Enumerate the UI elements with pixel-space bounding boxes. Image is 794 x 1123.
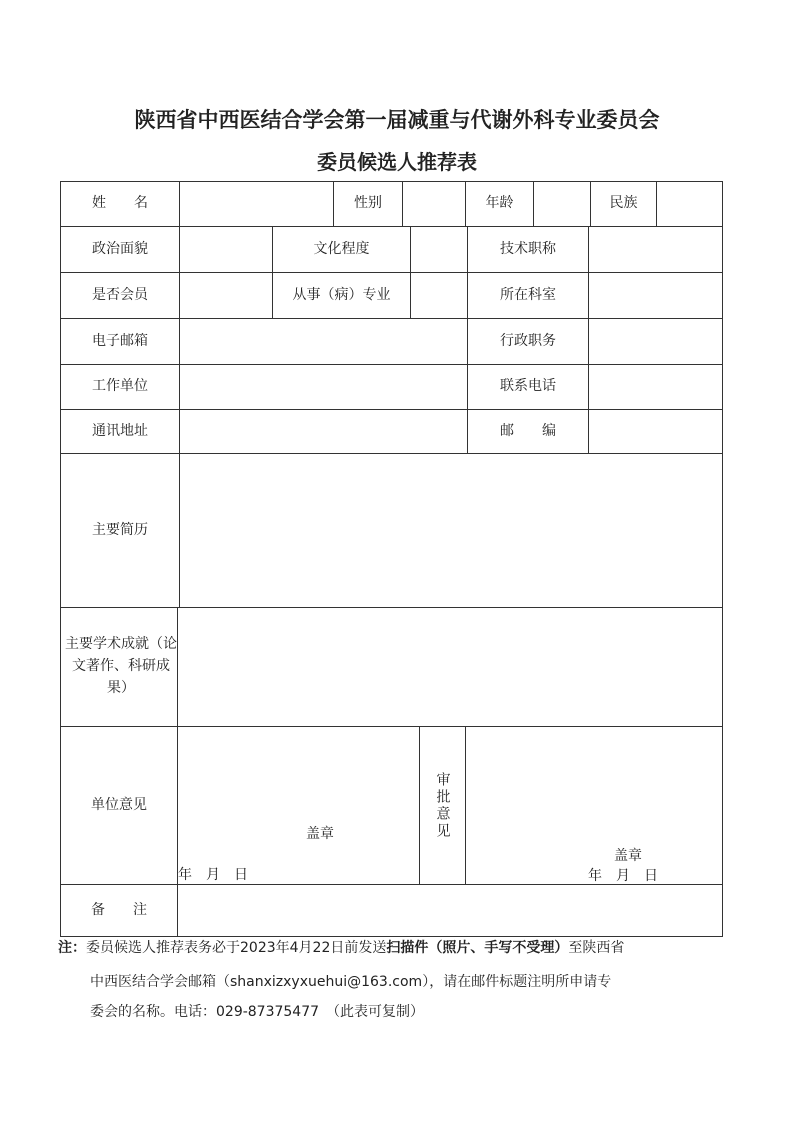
tech-title-field[interactable] [589, 227, 722, 272]
note-line-2: 中西医结合学会邮箱（shanxizxyxuehui@163.com），请在邮件标题注明所申请专 [90, 974, 612, 990]
label-political: 政治面貌 [92, 240, 148, 257]
label-education: 文化程度 [313, 240, 370, 257]
gender-field[interactable] [403, 182, 465, 226]
form-subtitle: 委员候选人推荐表 [317, 150, 477, 174]
note-line-1 [58, 939, 624, 957]
form-title: 陕西省中西医结合学会第一届减重与代谢外科专业委员会 [134, 107, 660, 132]
label-tech-title: 技术职称 [500, 240, 556, 257]
note-line-3: 委会的名称。电话：029-87375477 （此表可复制） [90, 1004, 425, 1020]
label-gender: 性别 [354, 195, 382, 212]
email-field[interactable] [180, 319, 467, 364]
phone-field[interactable] [589, 365, 722, 409]
label-unit-opinion: 单位意见 [91, 796, 147, 813]
label-specialty: 从事（病）专业 [292, 286, 391, 303]
political-field[interactable] [180, 227, 272, 272]
label-achievements: 主要学术成就（论文著作、科研成果） [65, 636, 177, 696]
remarks-field[interactable] [178, 885, 722, 936]
label-name: 姓 名 [92, 195, 148, 212]
label-is-member: 是否会员 [92, 286, 148, 303]
specialty-field[interactable] [411, 273, 467, 318]
admin-post-field[interactable] [589, 319, 722, 364]
department-field[interactable] [589, 273, 722, 318]
workplace-field[interactable] [180, 365, 467, 409]
date-left-label: 年 月 日 [178, 867, 248, 883]
note-text-1b: 至陕西省 [568, 940, 625, 956]
label-department: 所在科室 [500, 286, 556, 303]
label-resume: 主要简历 [92, 521, 148, 538]
address-field[interactable] [180, 410, 467, 453]
label-age: 年龄 [485, 195, 514, 212]
label-remarks: 备 注 [91, 901, 147, 918]
ethnicity-field[interactable] [657, 182, 722, 226]
note-emphasis: 扫描件（照片、手写不受理） [386, 940, 569, 956]
name-field[interactable] [180, 182, 333, 226]
postcode-field[interactable] [589, 410, 722, 453]
achievements-field[interactable] [178, 608, 722, 726]
seal-left-label: 盖章 [306, 826, 334, 842]
is-member-field[interactable] [180, 273, 272, 318]
approval-field[interactable] [466, 727, 722, 884]
age-field[interactable] [534, 182, 590, 226]
label-admin-post: 行政职务 [500, 332, 556, 349]
resume-field[interactable] [180, 454, 722, 607]
label-ethnicity: 民族 [609, 195, 638, 212]
date-right-label: 年 月 日 [588, 868, 658, 884]
note-prefix: 注： [58, 940, 86, 956]
seal-right-label: 盖章 [614, 848, 642, 864]
label-postcode: 邮 编 [500, 422, 556, 439]
label-approval: 审批意见 [434, 772, 451, 840]
label-phone: 联系电话 [500, 378, 556, 395]
unit-opinion-field[interactable] [178, 727, 419, 884]
education-field[interactable] [411, 227, 467, 272]
label-email: 电子邮箱 [92, 332, 148, 349]
label-workplace: 工作单位 [92, 378, 148, 395]
note-text-1a: 委员候选人推荐表务必于2023年4月22日前发送 [86, 940, 387, 956]
label-address: 通讯地址 [92, 422, 148, 439]
